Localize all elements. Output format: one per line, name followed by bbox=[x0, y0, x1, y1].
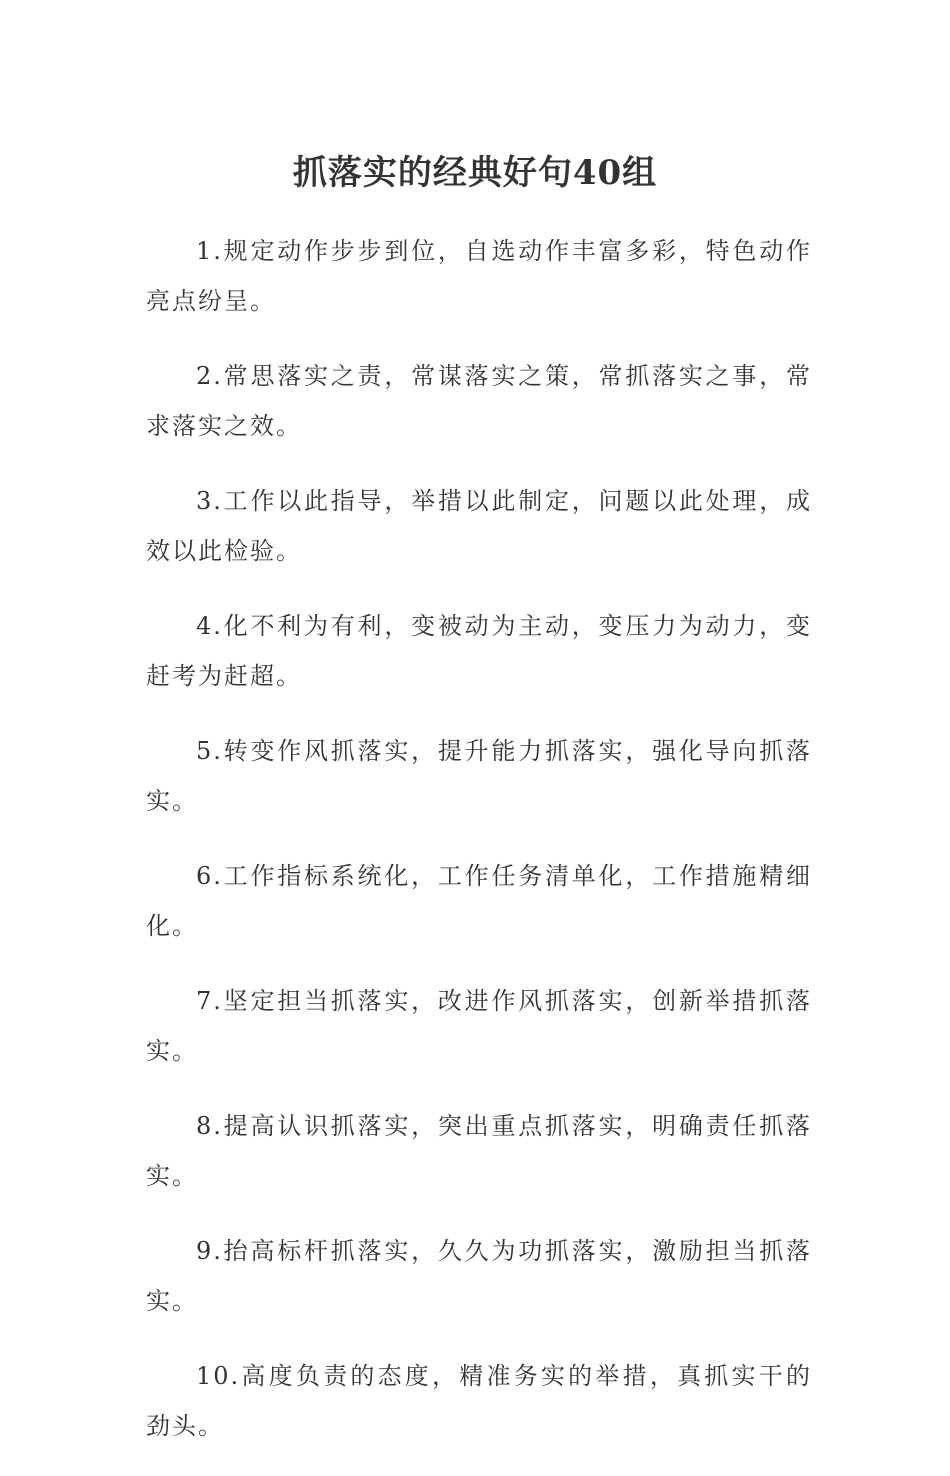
paragraph-2: 2.常思落实之责，常谋落实之策，常抓落实之事，常求落实之效。 bbox=[146, 362, 812, 440]
paragraph-10: 10.高度负责的态度，精准务实的举措，真抓实干的劲头。 bbox=[146, 1362, 812, 1440]
paragraph-7: 7.坚定担当抓落实，改进作风抓落实，创新举措抓落实。 bbox=[146, 987, 812, 1065]
document-title: 抓落实的经典好句40组 bbox=[292, 153, 658, 193]
paragraph-1: 1.规定动作步步到位，自选动作丰富多彩，特色动作亮点纷呈。 bbox=[146, 237, 812, 315]
paragraph-6: 6.工作指标系统化，工作任务清单化，工作措施精细化。 bbox=[146, 862, 812, 940]
paragraph-3: 3.工作以此指导，举措以此制定，问题以此处理，成效以此检验。 bbox=[146, 487, 812, 565]
paragraph-9: 9.抬高标杆抓落实，久久为功抓落实，激励担当抓落实。 bbox=[146, 1237, 812, 1315]
paragraph-4: 4.化不利为有利，变被动为主动，变压力为动力，变赶考为赶超。 bbox=[146, 612, 812, 690]
paragraph-5: 5.转变作风抓落实，提升能力抓落实，强化导向抓落实。 bbox=[146, 737, 812, 815]
document-body bbox=[146, 226, 812, 1476]
paragraph-8: 8.提高认识抓落实，突出重点抓落实，明确责任抓落实。 bbox=[146, 1112, 812, 1190]
